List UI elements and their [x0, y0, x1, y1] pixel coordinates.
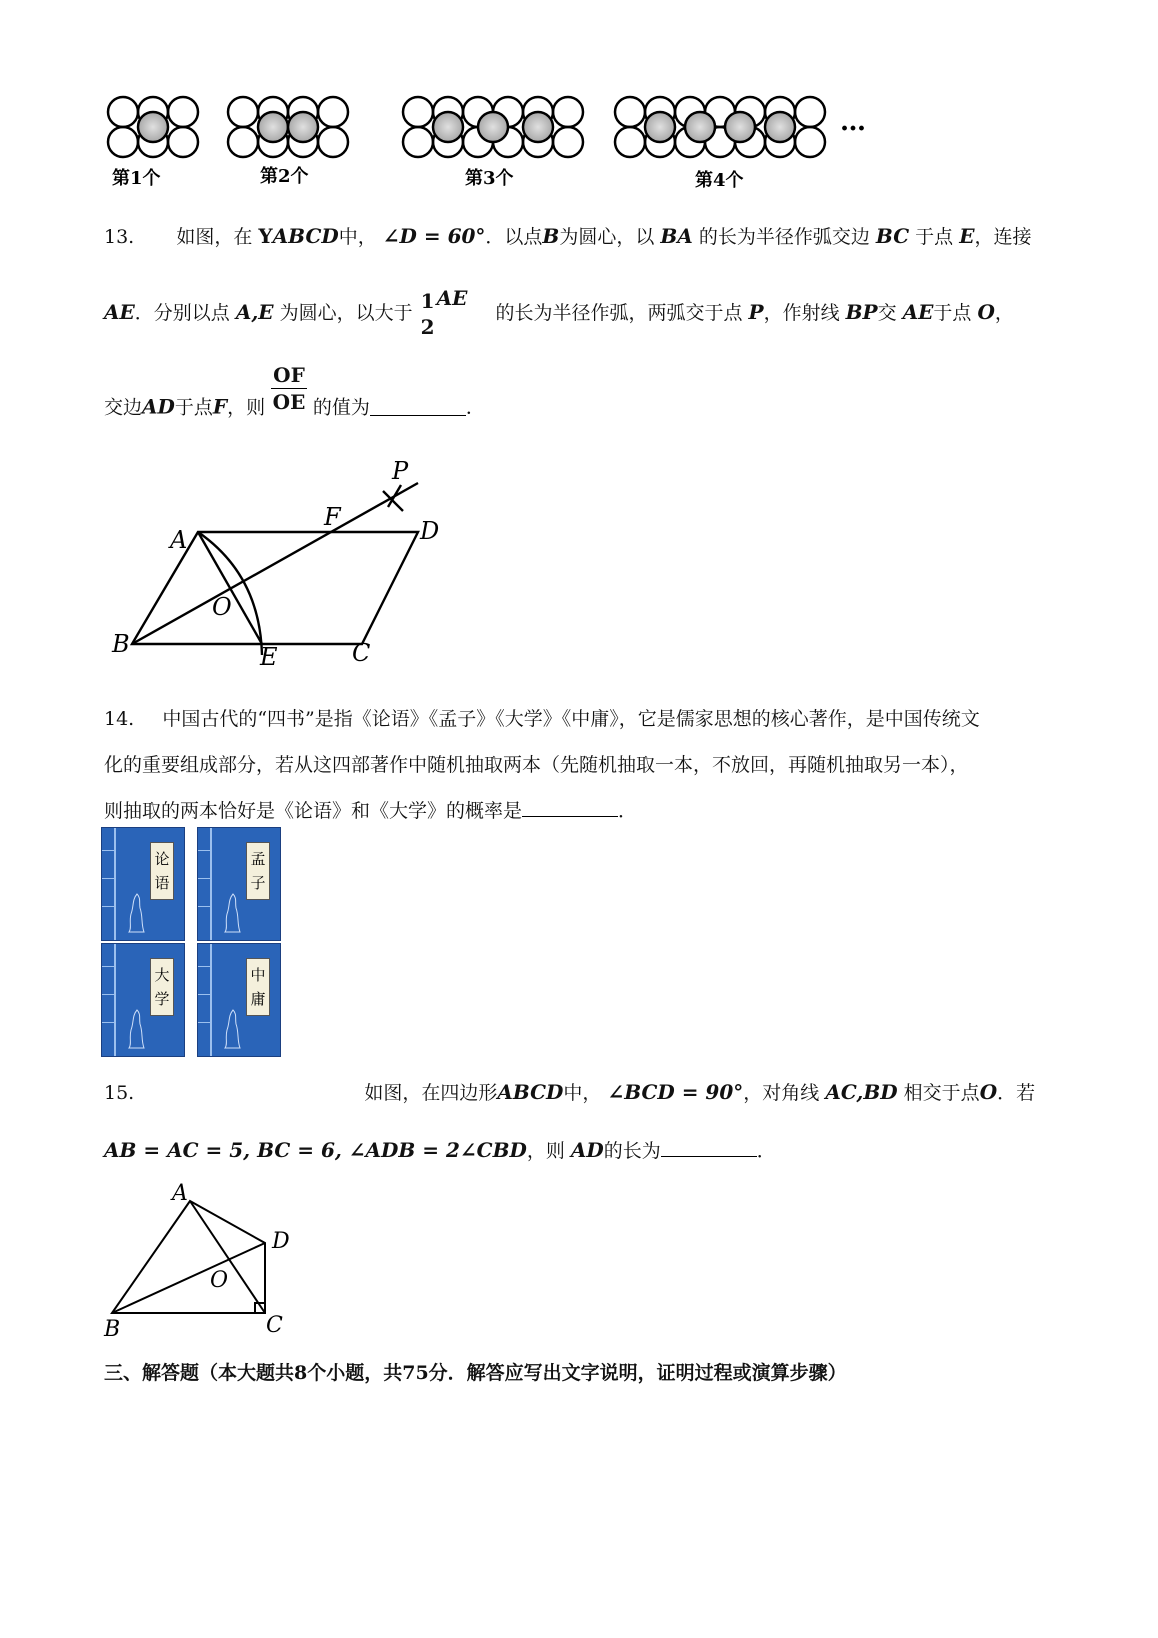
q14-line1: 14. 中国古代的“四书”是指《论语》《孟子》《大学》《中庸》，它是儒家思想的核心著作，是中国传统文 [104, 708, 980, 730]
angle-bcd: ∠BCD = 90° [607, 1080, 744, 1104]
of-oe-fraction: $\frac{OF}{OE}$ [272, 363, 306, 414]
q15-label-b: B [104, 1317, 121, 1340]
q13-label-f: F [324, 503, 341, 531]
q15-line1: 15. 如图，在四边形ABCD中， ∠BCD = 90°，对角线 AC,BD 相交于点O．若 [104, 1080, 1036, 1104]
q15-label-a: A [172, 1181, 188, 1206]
book-mengzi: 孟 子 [197, 827, 281, 941]
q13-label-c: C [352, 639, 371, 667]
q14-line3: 则抽取的两本恰好是《论语》和《大学》的概率是 ． [104, 800, 638, 822]
book-lunyu: 论 语 [101, 827, 185, 941]
q15-conditions: AB = AC = 5, BC = 6, ∠ADB = 2∠CBD [104, 1138, 527, 1162]
pattern-label-4: 第4个 [695, 170, 744, 191]
q13-parallelogram-figure [100, 455, 440, 670]
q15-label-d: D [272, 1229, 290, 1254]
q13-answer-blank[interactable] [370, 397, 466, 416]
parallelogram-symbol: Y [258, 224, 273, 248]
q15-label-c: C [266, 1313, 283, 1338]
q14-number: 14. [104, 708, 135, 730]
pattern-label-2: 第2个 [260, 166, 309, 187]
q14-answer-blank[interactable] [522, 798, 618, 817]
q13-label-p: P [392, 457, 409, 485]
pattern-ellipsis: … [840, 107, 866, 137]
q13-label-e: E [260, 643, 278, 670]
pattern-label-1: 第1个 [112, 168, 161, 189]
angle-d: ∠D = 60° [382, 224, 486, 248]
book-zhongyong: 中 庸 [197, 943, 281, 1057]
pattern-label-3: 第3个 [465, 168, 514, 189]
q13-label-d: D [420, 517, 440, 545]
q15-number: 15. [104, 1082, 135, 1104]
q15-quadrilateral-figure [100, 1180, 300, 1340]
q15-label-o: O [210, 1268, 229, 1293]
q13-label-b: B [112, 630, 130, 658]
q15-line2: AB = AC = 5, BC = 6, ∠ADB = 2∠CBD，则 AD的长为 ． [104, 1138, 776, 1162]
q13-line1: 13. 如图，在 YABCD中， ∠D = 60°．以点B为圆心，以 BA 的长为半径作弧交边 BC 于点 E，连接 [104, 224, 1032, 248]
q13-line2: AE．分别以点 A,E 为圆心，以大于 1 2 AE 的长为半径作弧，两弧交于点 P，作射线 BP交 AE于点 O， [104, 286, 1014, 339]
section-3-heading: 三、解答题（本大题共8个小题，共75分．解答应写出文字说明，证明过程或演算步骤） [104, 1362, 847, 1384]
q15-answer-blank[interactable] [661, 1138, 757, 1157]
q13-line3: 交边AD于点F，则 $\frac{OF}{OE}$ 的值为 ． [104, 363, 485, 419]
q13-label-a: A [170, 526, 188, 554]
half-fraction: 1 2 [420, 289, 435, 339]
book-daxue: 大 学 [101, 943, 185, 1057]
q13-label-o: O [212, 593, 232, 621]
q13-number: 13. [104, 226, 135, 248]
q14-line2: 化的重要组成部分，若从这四部著作中随机抽取两本（先随机抽取一本，不放回，再随机抽取另一本）， [104, 754, 969, 776]
circle-pattern-figure [100, 90, 880, 200]
